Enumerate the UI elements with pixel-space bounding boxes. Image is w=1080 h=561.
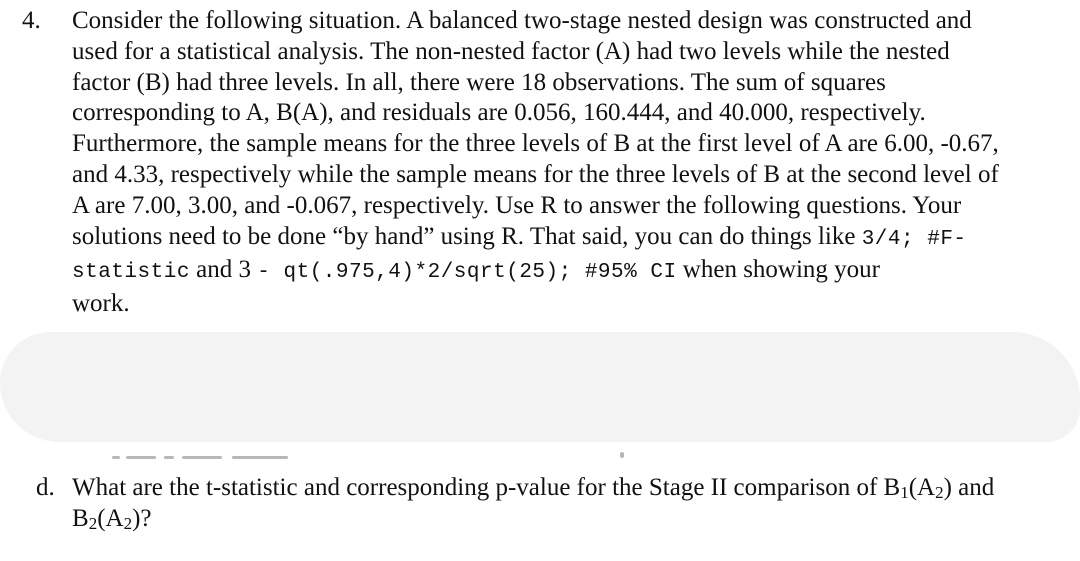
problem-line-4: corresponding to A, B(A), and residuals are 0.056, 160.444, and 40.000, respectively. [72,99,926,127]
problem-line-7: A are 7.00, 3.00, and -0.067, respectively. Use R to answer the following questions. Your [72,191,962,219]
problem-4 [22,6,1062,320]
question-line-1 [72,472,994,503]
line9-text-end: when showing your [676,256,881,284]
stray-mark [164,456,174,459]
problem-line-6: and 4.33, respectively while the sample means for the three levels of B at the second level of [72,160,999,188]
subscript-b: 2 [88,514,98,533]
line9-code-ci: - qt(.975,4)*2/sqrt(25); #95% CI [257,261,677,285]
problem-line-9 [72,255,1062,289]
stray-mark [232,456,288,459]
line9-text-and: and 3 [189,256,258,284]
subscript-a: 2 [123,514,133,533]
problem-line-3: factor (B) had three levels. In all, there were 18 observations. The sum of squares [72,68,886,96]
question-label: d. [36,474,55,501]
question-end: )? [132,505,152,532]
question-a: (A [97,505,124,532]
problem-line-1: Consider the following situation. A balanced two-stage nested design was constructed and [72,7,972,34]
stray-mark [112,456,120,459]
line9-code-statistic: statistic [72,261,190,285]
stray-mark [182,456,222,459]
subscript-2: 2 [935,483,944,502]
stray-mark [620,452,624,458]
problem-line-5: Furthermore, the sample means for the three levels of B at the first level of A are 6.00, -0.67, [72,130,999,158]
question-line-1-prefix: What are the t-statistic and corresponding p-value for the Stage II comparison of B [72,474,901,501]
problem-line-2: used for a statistical analysis. The non-nested factor (A) had two levels while the nested [72,37,950,65]
question-line-2 [72,503,994,534]
redacted-region [0,332,1080,442]
stray-mark [126,456,156,459]
subscript-1: 1 [900,483,909,502]
question-b: B [72,505,89,532]
problem-line-8 [72,222,1062,256]
question-text [72,472,994,534]
problem-text [72,6,1062,320]
problem-number: 4. [22,7,41,34]
line8-code: 3/4; #F- [861,227,967,251]
question-a-open: (A [908,474,936,501]
problem-line-10: work. [72,290,130,318]
question-line-1-suffix: ) and [943,474,995,501]
question-d [36,472,1066,534]
line8-text: solutions need to be done “by hand” using R. That said, you can do things like [72,222,862,250]
